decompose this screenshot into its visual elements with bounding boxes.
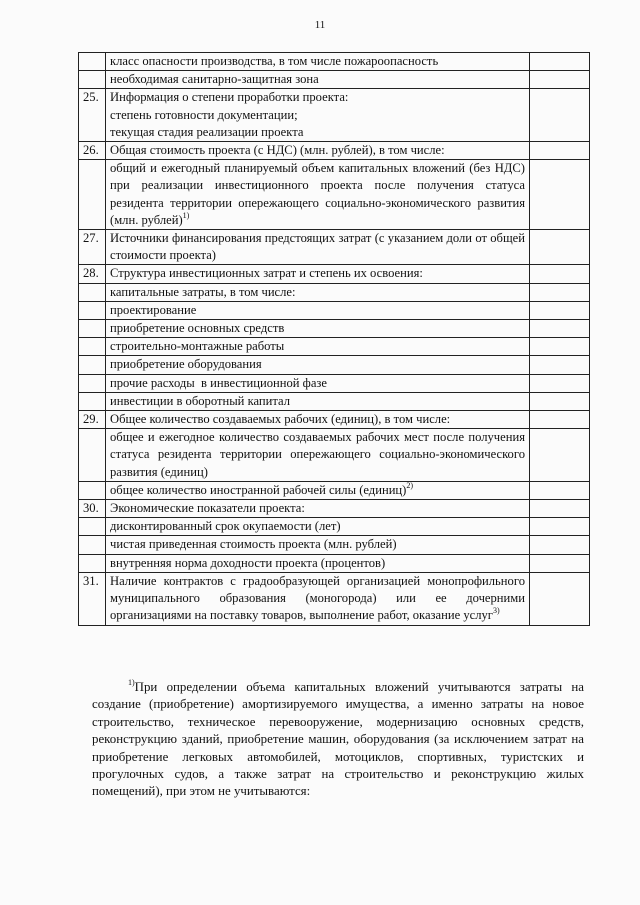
row-text: инвестиции в оборотный капитал [106, 392, 530, 410]
table-row [79, 374, 590, 392]
row-number [79, 392, 106, 410]
row-text [106, 89, 530, 142]
row-text: Структура инвестиционных затрат и степень их освоения: [106, 265, 530, 283]
row-text: дисконтированный срок окупаемости (лет) [106, 518, 530, 536]
row-number [79, 554, 106, 572]
value-cell[interactable] [530, 230, 590, 265]
footnote-marker: 1) [128, 678, 135, 687]
value-cell[interactable] [530, 392, 590, 410]
row-text-line: текущая стадия реализации проекта [110, 124, 304, 139]
row-text: Общая стоимость проекта (с НДС) (млн. рублей), в том числе: [106, 142, 530, 160]
value-cell[interactable] [530, 518, 590, 536]
row-text: капитальные затраты, в том числе: [106, 283, 530, 301]
table-row [79, 500, 590, 518]
row-text: Экономические показатели проекта: [106, 500, 530, 518]
value-cell[interactable] [530, 374, 590, 392]
row-text: проектирование [106, 301, 530, 319]
footnote-text: При определении объема капитальных вложений учитываются затраты на создание (приобретение) амортизируемого имущества, а именно затраты на новое строительство, техническое перевооружение, модернизацию основных средств, реконструкцию зданий, приобретение машин, оборудования (за исключением затрат на приобретение легковых автомобилей, мотоциклов, спортивных, туристских и прогулочных судов, а также затрат на строительство и реконструкцию жилых помещений), при этом не учитываются: [92, 680, 584, 799]
row-number [79, 160, 106, 230]
row-number [79, 518, 106, 536]
row-text: чистая приведенная стоимость проекта (млн. рублей) [106, 536, 530, 554]
row-text: общее количество иностранной рабочей силы (единиц) [110, 482, 407, 497]
row-text-line: Информация о степени проработки проекта: [110, 90, 349, 105]
table-row [79, 142, 590, 160]
row-text: класс опасности производства, в том числе пожароопасность [106, 53, 530, 71]
value-cell[interactable] [530, 53, 590, 71]
row-text-cell [106, 160, 530, 230]
row-text-cell [106, 481, 530, 499]
table-row [79, 518, 590, 536]
value-cell[interactable] [530, 283, 590, 301]
row-text: прочие расходы в инвестиционной фазе [106, 374, 530, 392]
value-cell[interactable] [530, 411, 590, 429]
row-text: необходимая санитарно-защитная зона [106, 71, 530, 89]
footnote-ref: 1) [182, 210, 190, 220]
row-text-cell [106, 572, 530, 625]
table-row [79, 481, 590, 499]
row-text: приобретение оборудования [106, 356, 530, 374]
value-cell[interactable] [530, 265, 590, 283]
row-text: общее и ежегодное количество создаваемых рабочих мест после получения статуса резидента территории опережающего социально-экономического развития (единиц) [106, 429, 530, 482]
footnote-ref: 3) [492, 606, 500, 616]
table-row [79, 536, 590, 554]
row-text: Наличие контрактов с градообразующей организацией монопрофильного муниципального образования (моногорода) или ее дочерними организациями на поставку товаров, выполнение работ, оказание услуг [110, 573, 525, 623]
row-text: Источники финансирования предстоящих затрат (с указанием доли от общей стоимости проекта) [106, 230, 530, 265]
row-number [79, 481, 106, 499]
row-number: 26. [79, 142, 106, 160]
row-number [79, 301, 106, 319]
value-cell[interactable] [530, 160, 590, 230]
value-cell[interactable] [530, 142, 590, 160]
row-number [79, 374, 106, 392]
table-row [79, 392, 590, 410]
table-row [79, 356, 590, 374]
table-row [79, 572, 590, 625]
table-row [79, 89, 590, 142]
row-number: 30. [79, 500, 106, 518]
row-number [79, 320, 106, 338]
value-cell[interactable] [530, 500, 590, 518]
value-cell[interactable] [530, 554, 590, 572]
table-row [79, 230, 590, 265]
table-row [79, 160, 590, 230]
value-cell[interactable] [530, 536, 590, 554]
value-cell[interactable] [530, 338, 590, 356]
row-number [79, 338, 106, 356]
row-text: приобретение основных средств [106, 320, 530, 338]
value-cell[interactable] [530, 429, 590, 482]
value-cell[interactable] [530, 71, 590, 89]
row-number [79, 283, 106, 301]
row-text: общий и ежегодный планируемый объем капитальных вложений (без НДС) при реализации инвестиционного проекта после получения статуса резидента территории опережающего социально-экономического развития (млн. рублей) [110, 161, 525, 227]
row-number: 28. [79, 265, 106, 283]
row-number [79, 53, 106, 71]
value-cell[interactable] [530, 572, 590, 625]
row-text: Общее количество создаваемых рабочих (единиц), в том числе: [106, 411, 530, 429]
application-form-table [78, 52, 590, 626]
table-row [79, 283, 590, 301]
row-number: 25. [79, 89, 106, 142]
footnote-paragraph [92, 679, 584, 801]
table-row [79, 71, 590, 89]
row-text: внутренняя норма доходности проекта (процентов) [106, 554, 530, 572]
table-row [79, 53, 590, 71]
row-number [79, 71, 106, 89]
table-row [79, 429, 590, 482]
value-cell[interactable] [530, 320, 590, 338]
value-cell[interactable] [530, 301, 590, 319]
table-row [79, 554, 590, 572]
footnote-ref: 2) [406, 480, 414, 490]
row-number: 31. [79, 572, 106, 625]
table-row [79, 411, 590, 429]
value-cell[interactable] [530, 89, 590, 142]
footnote [92, 679, 584, 801]
row-text-line: степень готовности документации; [110, 107, 298, 122]
value-cell[interactable] [530, 356, 590, 374]
table-row [79, 301, 590, 319]
row-text: строительно-монтажные работы [106, 338, 530, 356]
table-row [79, 338, 590, 356]
row-number: 29. [79, 411, 106, 429]
value-cell[interactable] [530, 481, 590, 499]
table-row [79, 265, 590, 283]
row-number [79, 429, 106, 482]
row-number [79, 356, 106, 374]
row-number: 27. [79, 230, 106, 265]
row-number [79, 536, 106, 554]
table-row [79, 320, 590, 338]
page-number: 11 [314, 19, 326, 31]
